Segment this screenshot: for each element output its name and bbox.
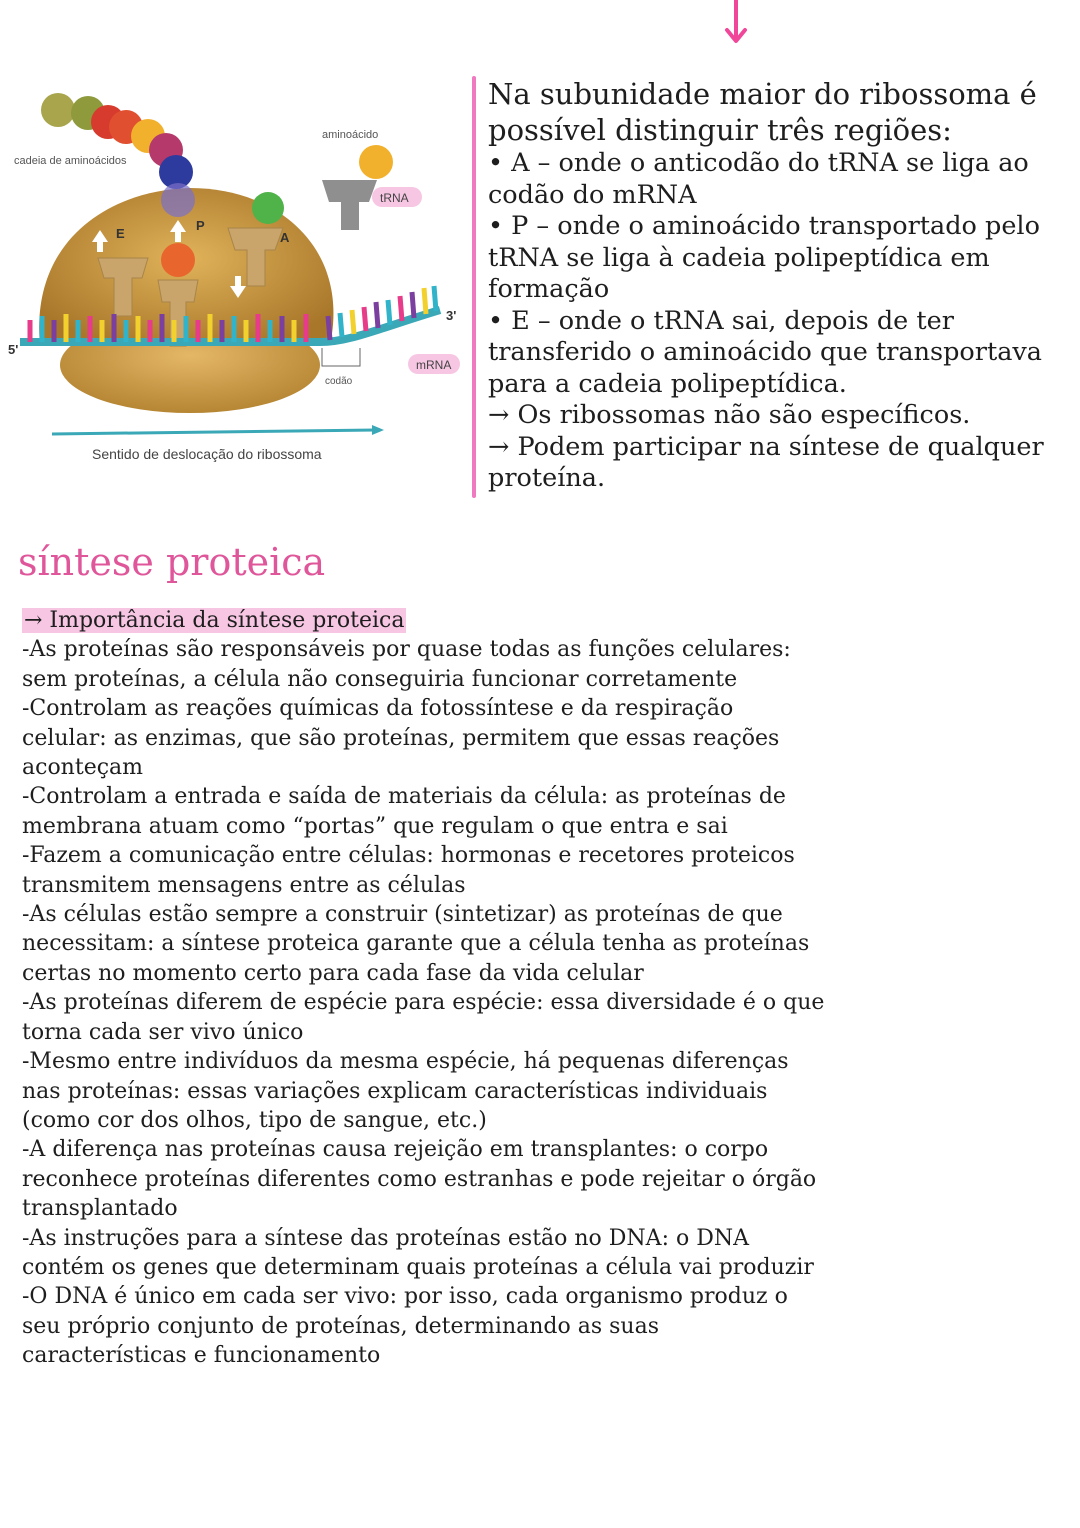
notes-item: → Podem participar na síntese de qualquer proteína. bbox=[488, 431, 1044, 493]
diagram-caption: Sentido de deslocação do ribossoma bbox=[92, 446, 322, 462]
body-line: celular: as enzimas, que são proteínas, permitem que essas reações bbox=[22, 725, 780, 751]
label-5-prime: 5' bbox=[8, 342, 19, 357]
body-line: transplantado bbox=[22, 1196, 178, 1222]
label-aminoacid: aminoácido bbox=[322, 129, 379, 141]
label-3-prime: 3' bbox=[446, 308, 457, 323]
down-arrow-icon bbox=[722, 0, 750, 48]
label-mrna: mRNA bbox=[416, 358, 452, 372]
body-line: seu próprio conjunto de proteínas, determinando as suas bbox=[22, 1313, 659, 1339]
body-line: reconhece proteínas diferentes como estranhas e pode rejeitar o órgão bbox=[22, 1166, 817, 1192]
body-line: (como cor dos olhos, tipo de sangue, etc.) bbox=[22, 1107, 487, 1133]
body-line: certas no momento certo para cada fase da vida celular bbox=[22, 960, 644, 986]
body-line: membrana atuam como “portas” que regulam o que entra e sai bbox=[22, 813, 728, 839]
label-chain: cadeia de aminoácidos bbox=[14, 155, 127, 167]
body-line: -As proteínas diferem de espécie para espécie: essa diversidade é o que bbox=[22, 990, 825, 1016]
body-line: características e funcionamento bbox=[22, 1343, 381, 1369]
body-line: -O DNA é único em cada ser vivo: por isso, cada organismo produz o bbox=[22, 1284, 788, 1310]
label-a: A bbox=[280, 230, 290, 245]
section-body bbox=[22, 606, 902, 1371]
body-line: nas proteínas: essas variações explicam características individuais bbox=[22, 1078, 768, 1104]
label-e: E bbox=[116, 226, 125, 241]
notes-item: • A – onde o anticodão do tRNA se liga ao codão do mRNA bbox=[488, 148, 1029, 210]
notes-item: • P – onde o aminoácido transportado pelo tRNA se liga à cadeia polipeptídica em formação bbox=[488, 211, 1040, 304]
body-line: -Controlam as reações químicas da fotossíntese e da respiração bbox=[22, 696, 734, 722]
body-line: -Controlam a entrada e saída de materiais da célula: as proteínas de bbox=[22, 784, 786, 810]
section-subtitle: → Importância da síntese proteica bbox=[24, 608, 405, 633]
body-line: -Mesmo entre indivíduos da mesma espécie, há pequenas diferenças bbox=[22, 1049, 789, 1075]
body-line: necessitam: a síntese proteica garante que a célula tenha as proteínas bbox=[22, 931, 810, 957]
body-line: -A diferença nas proteínas causa rejeição em transplantes: o corpo bbox=[22, 1137, 769, 1163]
notes-item: • E – onde o tRNA sai, depois de ter transferido o aminoácido que transportava para a cadeia polipeptídica. bbox=[488, 305, 1043, 399]
label-trna: tRNA bbox=[380, 191, 409, 205]
label-codon: codão bbox=[325, 376, 353, 387]
movement-arrow bbox=[52, 430, 376, 434]
body-line: -As células estão sempre a construir (sintetizar) as proteínas de que bbox=[22, 902, 783, 928]
ribosome-notes bbox=[488, 76, 1068, 495]
codon-bracket bbox=[322, 348, 360, 366]
notes-item: → Os ribossomas não são específicos. bbox=[488, 400, 971, 430]
ribosome-diagram bbox=[0, 80, 470, 480]
body-line: sem proteínas, a célula não conseguiria funcionar corretamente bbox=[22, 666, 738, 692]
body-line: transmitem mensagens entre as células bbox=[22, 872, 466, 898]
body-line: -As proteínas são responsáveis por quase todas as funções celulares: bbox=[22, 637, 791, 663]
pink-divider bbox=[472, 76, 476, 498]
notes-intro: Na subunidade maior do ribossoma é possível distinguir três regiões: bbox=[488, 77, 1037, 147]
body-line: -Fazem a comunicação entre células: hormonas e recetores proteicos bbox=[22, 843, 795, 869]
body-line: torna cada ser vivo único bbox=[22, 1019, 304, 1045]
body-line: -As instruções para a síntese das proteínas estão no DNA: o DNA bbox=[22, 1225, 749, 1251]
body-line: contém os genes que determinam quais proteínas a célula vai produzir bbox=[22, 1254, 814, 1280]
body-line: aconteçam bbox=[22, 755, 144, 781]
section-title: síntese proteica bbox=[18, 540, 326, 584]
label-p: P bbox=[196, 218, 205, 233]
